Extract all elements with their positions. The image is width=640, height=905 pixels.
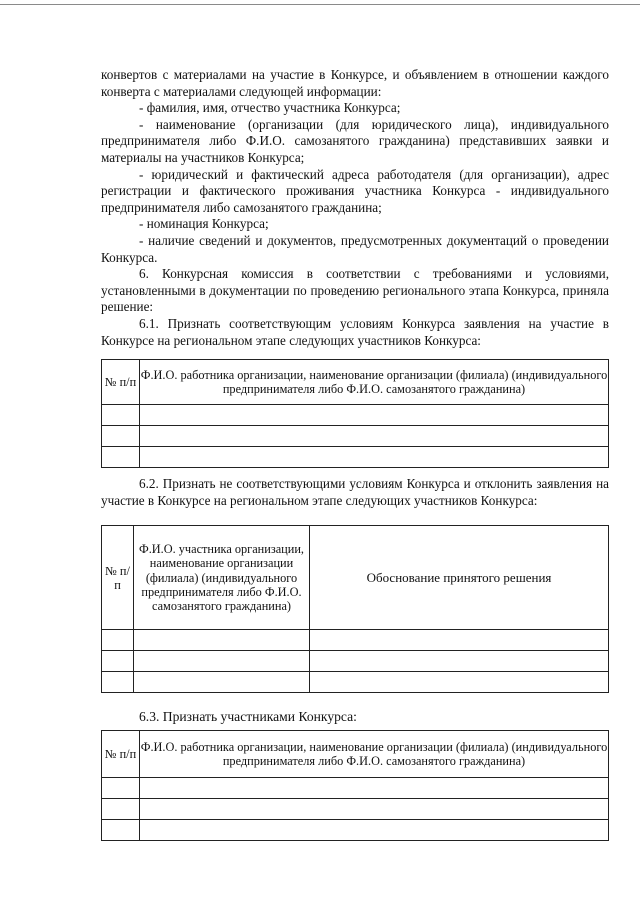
- list-item-documents: - наличие сведений и документов, предусмотренных документаций о проведении Конкурса.: [101, 232, 609, 265]
- list-item-naming: - наименование (организации (для юридического лица), индивидуального предпринимателя либо Ф.И.О. самозанятого гражданина) представивших заявки и материалы на участников Конкурса;: [101, 116, 609, 165]
- table-cell: [140, 405, 609, 426]
- table-cell: [134, 630, 310, 651]
- table-cell: [140, 798, 609, 819]
- list-item-nomination: - номинация Конкурса;: [139, 216, 269, 232]
- table-header-row: [102, 730, 609, 777]
- list-item-addresses: - юридический и фактический адреса работодателя (для организации), адрес регистрации и фактического проживания участника Конкурса - индивидуального предпринимателя либо самозанятого гражданина;: [101, 166, 609, 215]
- table-row: [102, 630, 609, 651]
- paragraph-6-2: 6.2. Признать не соответствующими условиям Конкурса и отклонить заявления на участие в Конкурсе на региональном этапе следующих участников Конкурса:: [101, 476, 609, 508]
- table-cell: [102, 651, 134, 672]
- table-cell: [310, 672, 609, 693]
- table-cell: [102, 447, 140, 468]
- table-row: [102, 777, 609, 798]
- table-cell: [310, 651, 609, 672]
- table-row: [102, 798, 609, 819]
- table-row: [102, 651, 609, 672]
- paragraph-6-1: 6.1. Признать соответствующим условиям Конкурса заявления на участие в Конкурсе на региональном этапе следующих участников Конкурса:: [101, 315, 609, 348]
- table-cell: [102, 405, 140, 426]
- table-cell: [102, 426, 140, 447]
- table-row: [102, 426, 609, 447]
- col-header-name: Ф.И.О. работника организации, наименование организации (филиала) (индивидуального предпринимателя либо Ф.И.О. самозанятого гражданина): [140, 360, 609, 405]
- table-contest-participants: [101, 730, 609, 841]
- table-cell: [140, 777, 609, 798]
- table-cell: [140, 447, 609, 468]
- table-row: [102, 447, 609, 468]
- paragraph-6-3: 6.3. Признать участниками Конкурса:: [139, 709, 357, 725]
- table-cell: [134, 651, 310, 672]
- document-page: [101, 67, 609, 841]
- table-row: [102, 672, 609, 693]
- table-row: [102, 405, 609, 426]
- col-header-name: Ф.И.О. участника организации, наименование организации (филиала) (индивидуального предпринимателя либо Ф.И.О. самозанятого гражданина): [134, 526, 310, 630]
- table-cell: [102, 672, 134, 693]
- paragraph-6: 6. Конкурсная комиссия в соответствии с требованиями и условиями, установленными в документации по проведению регионального этапа Конкурса, приняла решение:: [101, 266, 609, 315]
- table-cell: [102, 798, 140, 819]
- table-cell: [102, 777, 140, 798]
- page-top-rule: [0, 4, 640, 5]
- table-header-row: [102, 526, 609, 630]
- table-cell: [102, 819, 140, 840]
- table-cell: [102, 630, 134, 651]
- table-cell: [134, 672, 310, 693]
- col-header-reason: Обоснование принятого решения: [310, 526, 609, 630]
- col-header-number: № п/п: [102, 526, 134, 630]
- col-header-name: Ф.И.О. работника организации, наименование организации (филиала) (индивидуального предпринимателя либо Ф.И.О. самозанятого гражданина): [140, 730, 609, 777]
- list-item-fio: - фамилия, имя, отчество участника Конкурса;: [139, 100, 401, 116]
- table-cell: [140, 819, 609, 840]
- table-row: [102, 819, 609, 840]
- table-header-row: [102, 360, 609, 405]
- table-cell: [310, 630, 609, 651]
- table-cell: [140, 426, 609, 447]
- col-header-number: № п/п: [102, 730, 140, 777]
- intro-continuation: конвертов с материалами на участие в Конкурсе, и объявлением в отношении каждого конверта с материалами следующей информации:: [101, 67, 609, 99]
- table-admitted-applications: [101, 359, 609, 468]
- table-rejected-applications: [101, 525, 609, 693]
- col-header-number: № п/п: [102, 360, 140, 405]
